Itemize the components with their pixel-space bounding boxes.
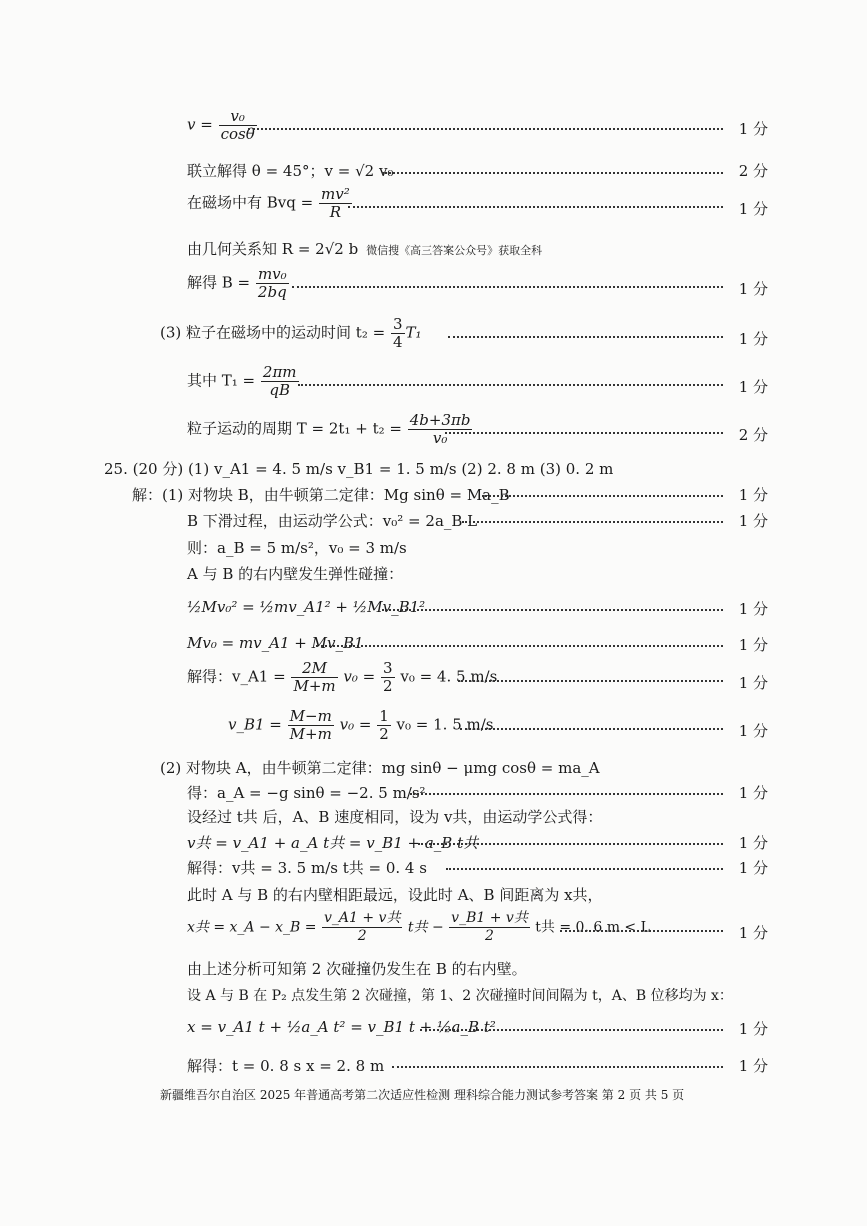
formula: A 与 B 的右内壁发生弹性碰撞：	[187, 565, 404, 583]
answer-line	[0, 108, 867, 148]
formula: 由几何关系知 R = 2√2 b 微信搜《高三答案公众号》获取全科	[187, 240, 543, 258]
answer-line	[0, 910, 867, 950]
score: 1 分	[738, 330, 768, 348]
score: 1 分	[738, 636, 768, 654]
score: 1 分	[738, 512, 768, 530]
formula: 得：a_A = −g sinθ = −2. 5 m/s²	[187, 784, 426, 802]
score: 1 分	[738, 834, 768, 852]
answer-line	[0, 1055, 867, 1077]
score: 1 分	[738, 722, 768, 740]
formula: 解得：v_A1 = $\frac{2M}{M+m}$ v₀ = $\frac{3}{2}$ v₀ = 4. 5 m/s	[187, 659, 498, 695]
formula: (2) 对物块 A，由牛顿第二定律：mg sinθ − μmg cosθ = ma_A	[160, 759, 600, 777]
answer-line	[0, 806, 867, 828]
summary-answers: 25. (20 分) (1) v_A1 = 4. 5 m/s v_B1 = 1. 5 m/s (2) 2. 8 m (3) 0. 2 m	[104, 460, 614, 478]
formula: 解得：t = 0. 8 s x = 2. 8 m	[187, 1057, 385, 1075]
answer-line	[0, 782, 867, 804]
score: 1 分	[738, 924, 768, 942]
score: 1 分	[738, 378, 768, 396]
answer-line	[0, 412, 867, 452]
formula: 粒子运动的周期 T = 2t₁ + t₂ = $\frac{4b+3\pi b}{\text{v₀}}$	[187, 411, 471, 447]
formula: 由上述分析可知第 2 次碰撞仍发生在 B 的右内壁。	[187, 960, 527, 978]
answer-line	[0, 238, 867, 262]
answer-line	[0, 708, 867, 748]
formula: 其中 T₁ = $\frac{2\pi m}{qB}$	[187, 363, 297, 399]
page-footer: 新疆维吾尔自治区 2025 年普通高考第二次适应性检测 理科综合能力测试参考答案 第 2 页 共 5 页	[160, 1088, 685, 1102]
formula: 设经过 t共 后，A、B 速度相同，设为 v共，由运动学公式得：	[187, 808, 603, 826]
question-header	[0, 458, 867, 480]
score: 1 分	[738, 1020, 768, 1038]
formula: 联立解得 θ = 45°；v = √2 v₀	[187, 162, 394, 180]
score: 1 分	[738, 486, 768, 504]
formula: 则：a_B = 5 m/s²，v₀ = 3 m/s	[187, 539, 407, 557]
answer-line	[0, 598, 867, 620]
formula: v共 = v_A1 + a_A t共 = v_B1 + a_B t共	[187, 834, 479, 852]
formula: 解：(1) 对物块 B，由牛顿第二定律：Mg sinθ = Ma_B	[132, 486, 510, 504]
score: 1 分	[738, 200, 768, 218]
answer-line	[0, 537, 867, 559]
answer-line	[0, 266, 867, 306]
answer-line	[0, 958, 867, 980]
score: 1 分	[738, 120, 768, 138]
watermark-text: 微信搜《高三答案公众号》获取全科	[366, 244, 543, 257]
answer-line	[0, 510, 867, 532]
formula: x共 = x_A − x_B = $\frac{\text{v\_A1 + v共}}{2}$ t共 − $\frac{\text{v\_B1 + v共}}{2}$ t共 = 0. 6 m < L	[187, 910, 650, 944]
formula: v_B1 = $\frac{M-m}{M+m}$ v₀ = $\frac{1}{2}$ v₀ = 1. 5 m/s	[228, 707, 494, 743]
score: 2 分	[738, 162, 768, 180]
formula: x = v_A1 t + ½a_A t² = v_B1 t + ½a_B t²	[187, 1018, 496, 1036]
formula: 在磁场中有 Bvq = $\frac{\text{mv²}}{R}$	[187, 185, 350, 221]
score: 1 分	[738, 674, 768, 692]
answer-line	[0, 484, 867, 506]
answer-line	[0, 186, 867, 226]
answer-line	[0, 160, 867, 184]
formula: (3) 粒子在磁场中的运动时间 t₂ = $\frac{3}{4}$ T₁	[160, 315, 422, 351]
score: 1 分	[738, 600, 768, 618]
formula: ½Mv₀² = ½mv_A1² + ½Mv_B1²	[187, 598, 426, 616]
score: 2 分	[738, 426, 768, 444]
formula: Mv₀ = mv_A1 + Mv_B1	[187, 634, 364, 652]
answer-line	[0, 316, 867, 356]
formula: 解得 B = $\frac{\text{mv₀}}{2bq}$	[187, 265, 287, 301]
formula: 此时 A 与 B 的右内壁相距最远，设此时 A、B 间距离为 x共，	[187, 886, 603, 904]
answer-line	[0, 563, 867, 585]
answer-line	[0, 857, 867, 879]
score: 1 分	[738, 280, 768, 298]
answer-line	[0, 634, 867, 656]
formula: B 下滑过程，由运动学公式：v₀² = 2a_B L	[187, 512, 478, 530]
answer-line	[0, 832, 867, 854]
formula: 设 A 与 B 在 P₂ 点发生第 2 次碰撞，第 1、2 次碰撞时间间隔为 t，A、B 位移均为 x：	[187, 988, 733, 1004]
answer-line	[0, 884, 867, 906]
score: 1 分	[738, 1057, 768, 1075]
formula: 解得：v共 = 3. 5 m/s t共 = 0. 4 s	[187, 859, 427, 877]
formula: v = $\frac{\text{v₀}}{\cos\theta}$	[187, 107, 255, 143]
score: 1 分	[738, 784, 768, 802]
answer-line	[0, 660, 867, 700]
score: 1 分	[738, 859, 768, 877]
answer-line	[0, 364, 867, 404]
answer-line	[0, 985, 867, 1007]
answer-line	[0, 757, 867, 779]
answer-line	[0, 1018, 867, 1040]
